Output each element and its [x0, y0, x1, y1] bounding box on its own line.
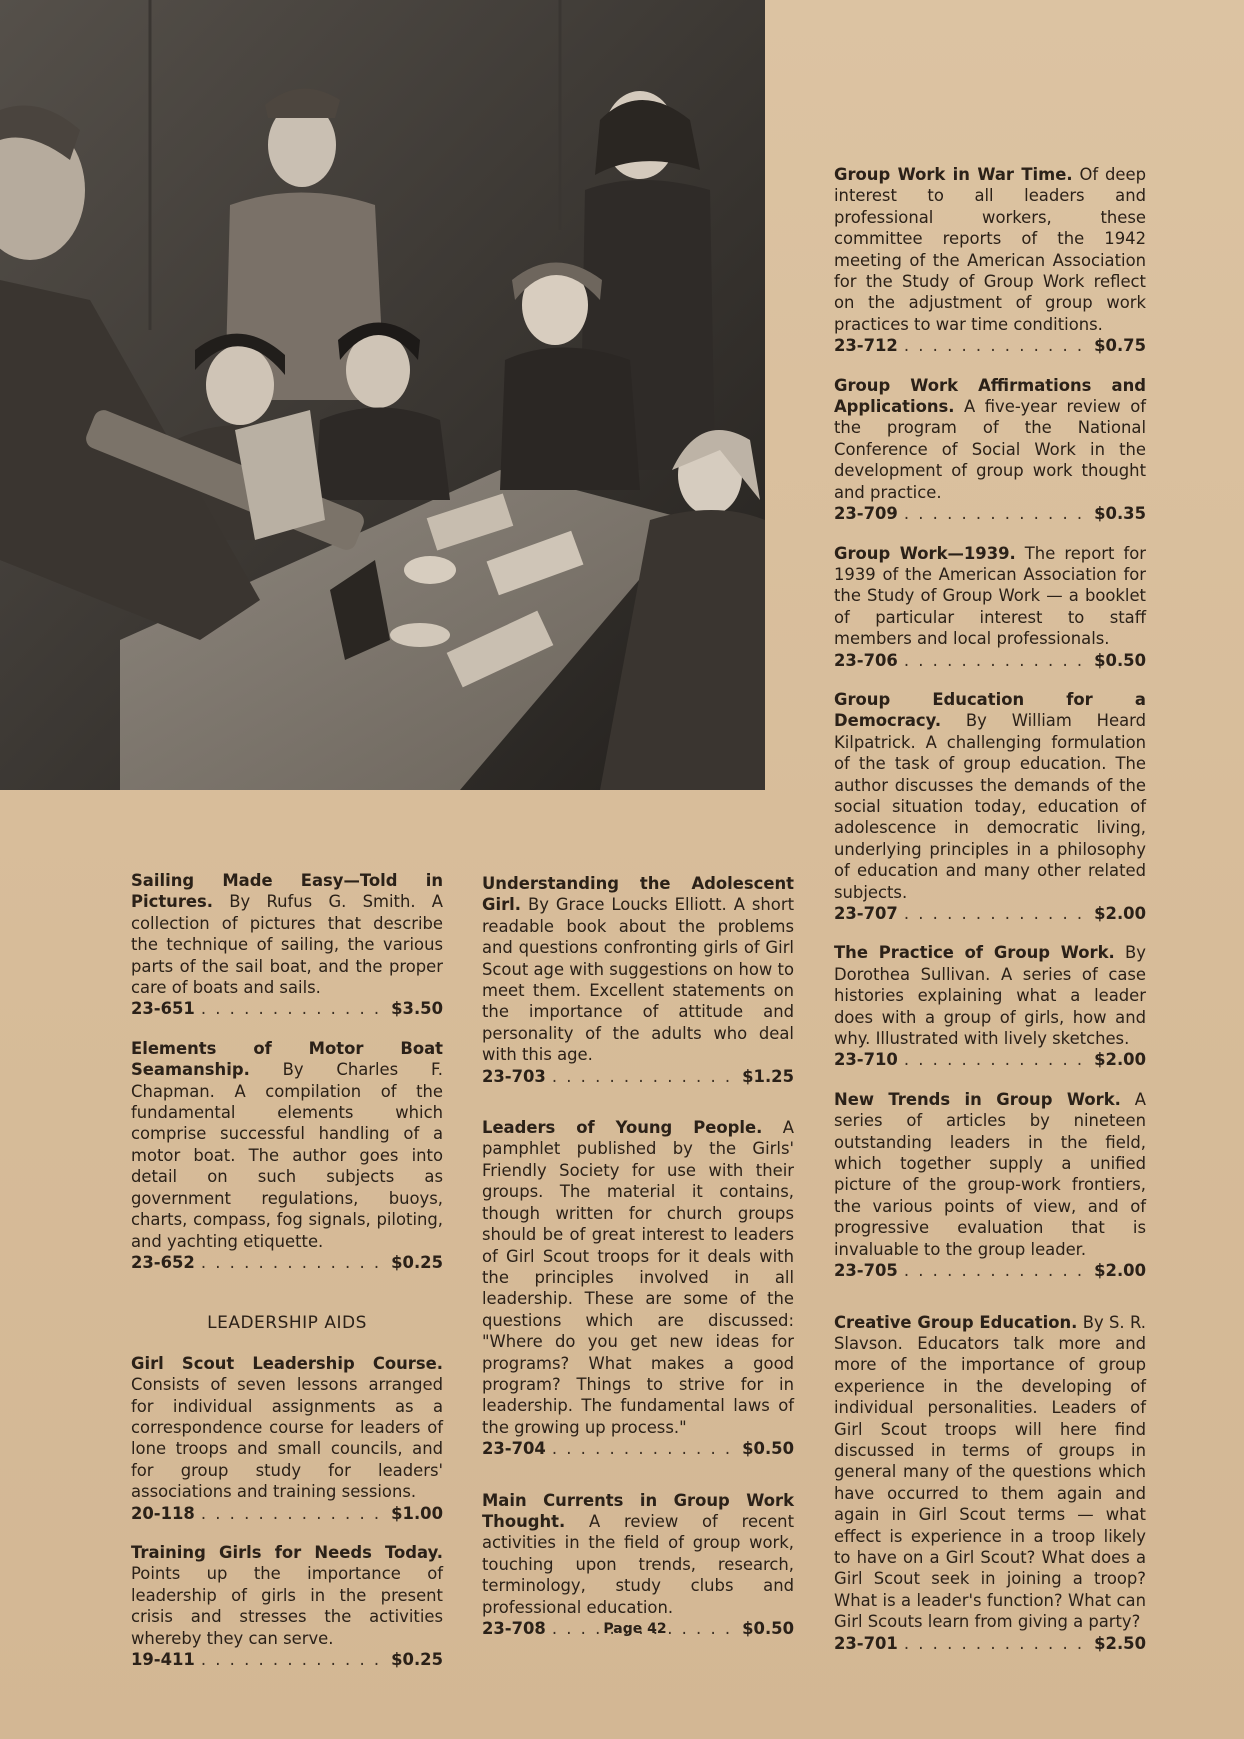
price-line — [482, 1438, 794, 1459]
catalog-entry — [834, 164, 1146, 357]
column-right — [834, 164, 1146, 1672]
entry-description: Consists of seven lessons arranged for individual assignments as a correspondence course for leaders of lone troops and small councils, and for group study for leaders' associations and training sessions. — [131, 1375, 443, 1502]
catalog-entry — [482, 873, 794, 1087]
entry-title: Girl Scout Leadership Course. — [131, 1353, 443, 1373]
entry-title: Leaders of Young People. — [482, 1118, 763, 1138]
leader-dots — [552, 1438, 736, 1459]
leader-dots — [201, 1252, 385, 1273]
price: $0.50 — [1094, 650, 1146, 670]
catalog-entry — [131, 870, 443, 1020]
entry-title: Understanding the Adolescent Girl. — [482, 874, 794, 915]
price: $3.50 — [391, 999, 443, 1019]
entry-title: Main Currents in Group Work Thought. — [482, 1490, 794, 1531]
group-photo — [0, 0, 765, 790]
order-code: 23-705 — [834, 1261, 898, 1281]
entry-description: A pamphlet published by the Girls' Friendly Society for use with their groups. The material it contains, though written for church groups should be of great interest to leaders of Girl Scout troops for it deals with the principles involved in all leadership. These are some of the questions which are discussed: "Where do you get new ideas for programs? What makes a good program? Things to strive for in leadership. The fundamental laws of the growing up process." — [482, 1118, 794, 1437]
column-left — [131, 870, 443, 1688]
column-middle — [482, 873, 794, 1657]
price-line — [834, 335, 1146, 356]
entry-description: By S. R. Slavson. Educators talk more and more of the importance of group experience in the developing of individual personalities. Leaders of Girl Scout troops will here find discussed in terms of groups in general many of the questions which have occurred to them again and again in Girl Scout terms — what effect is experience in a troop likely to have on a Girl Scout? What does a Girl Scout seek in joining a troop? What is a leader's function? What can Girl Scouts learn from giving a party? — [834, 1312, 1146, 1632]
price: $0.75 — [1094, 336, 1146, 356]
price-line — [131, 1252, 443, 1273]
catalog-entry — [834, 543, 1146, 671]
entry-title: Creative Group Education. — [834, 1312, 1078, 1332]
order-code: 23-708 — [482, 1619, 546, 1638]
catalog-entry — [834, 375, 1146, 525]
leader-dots — [904, 1260, 1088, 1281]
order-code: 20-118 — [131, 1503, 195, 1523]
entry-description: By Charles F. Chapman. A compilation of the fundamental elements which comprise successful handling of a motor boat. The author goes into detail on such subjects as government regulations, buoys, charts, compass, fog signals, piloting, and yachting etiquette. — [131, 1060, 443, 1251]
entry-description: By Grace Loucks Elliott. A short readable book about the problems and questions confronting girls of Girl Scout age with suggestions on how to meet them. Excellent statements on the importance of attitude and personality of the adults who deal with this age. — [482, 895, 794, 1065]
entry-description: By Dorothea Sullivan. A series of case histories explaining what a leader does with a group of girls, how and why. Illustrated with lively sketches. — [834, 943, 1147, 1049]
entry-title: Sailing Made Easy—Told in Pictures. — [131, 871, 443, 912]
price-line — [834, 1633, 1146, 1654]
price-line — [834, 1260, 1146, 1281]
leader-dots — [201, 1503, 385, 1524]
entry-description: By William Heard Kilpatrick. A challenging formulation of the task of group education. The author discusses the demands of the social situation today, education of adolescence in democratic living, underlying principles in a philosophy of education and many other related subjects. — [834, 711, 1146, 902]
price: $1.25 — [742, 1066, 794, 1086]
entry-description: A review of recent activities in the field of group work, touching upon trends, research, terminology, study clubs and professional education. — [482, 1511, 794, 1617]
price: $0.50 — [742, 1439, 794, 1459]
leader-dots — [904, 503, 1088, 524]
price: $2.00 — [1094, 1050, 1146, 1070]
photo-illustration — [0, 0, 765, 790]
order-code: 23-710 — [834, 1050, 898, 1070]
price-line — [482, 1066, 794, 1087]
price: $0.25 — [391, 1252, 443, 1272]
price-line — [834, 650, 1146, 671]
entry-title: New Trends in Group Work. — [834, 1089, 1121, 1109]
entry-description: Points up the importance of leadership of girls in the present crisis and stresses the activities whereby they can serve. — [131, 1564, 443, 1648]
catalog-entry — [834, 1312, 1146, 1655]
entry-description: The report for 1939 of the American Association for the Study of Group Work — a booklet of particular interest to staff members and local professionals. — [834, 543, 1146, 649]
leader-dots — [552, 1066, 736, 1087]
leader-dots — [201, 1649, 385, 1670]
price: $0.50 — [742, 1619, 794, 1638]
price-line — [834, 1049, 1146, 1070]
order-code: 23-703 — [482, 1066, 546, 1086]
entry-title: Training Girls for Needs Today. — [131, 1542, 443, 1562]
leader-dots — [904, 650, 1088, 671]
catalog-entry — [131, 1353, 443, 1524]
price-line — [131, 1649, 443, 1670]
order-code: 23-704 — [482, 1439, 546, 1459]
catalog-entry — [834, 942, 1146, 1070]
leader-dots — [201, 998, 385, 1019]
order-code: 19-411 — [131, 1650, 195, 1669]
entry-title: Group Education for a Democracy. — [834, 689, 1146, 731]
section-heading: LEADERSHIP AIDS — [207, 1313, 367, 1334]
catalog-entry — [834, 689, 1146, 924]
entry-title: Elements of Motor Boat Seamanship. — [131, 1038, 443, 1080]
catalog-entry — [131, 1038, 443, 1273]
price-line — [131, 998, 443, 1019]
page-number: Page 42 — [603, 1621, 667, 1637]
order-code: 23-701 — [834, 1633, 898, 1653]
price: $2.50 — [1094, 1633, 1146, 1653]
entry-title: Group Work Affirmations and Applications. — [834, 375, 1146, 417]
catalog-entry — [482, 1117, 794, 1460]
order-code: 23-712 — [834, 336, 898, 356]
price-line — [131, 1503, 443, 1524]
price: $0.25 — [391, 1650, 443, 1669]
order-code: 23-652 — [131, 1252, 195, 1272]
entry-description: A five-year review of the program of the National Conference of Social Work in the development of group work thought and practice. — [834, 397, 1146, 502]
price: $0.35 — [1094, 504, 1146, 524]
leader-dots — [904, 1049, 1088, 1070]
price: $2.00 — [1094, 904, 1146, 923]
order-code: 23-709 — [834, 504, 898, 524]
entry-title: Group Work in War Time. — [834, 165, 1073, 184]
entry-description: Of deep interest to all leaders and professional workers, these committee reports of the 1942 meeting of the American Association for the Study of Group Work reflect on the adjustment of group work practices to war time conditions. — [834, 165, 1146, 334]
price-line — [834, 903, 1146, 924]
catalog-entry — [834, 1089, 1146, 1282]
price: $2.00 — [1094, 1261, 1146, 1281]
entry-description: A series of articles by nineteen outstanding leaders in the field, which together supply a unified picture of the group-work frontiers, the various points of view, and of progressive evaluation that is invaluable to the group leader. — [834, 1089, 1146, 1259]
price: $1.00 — [391, 1503, 443, 1523]
entry-description: By Rufus G. Smith. A collection of pictures that describe the technique of sailing, the various parts of the sail boat, and the proper care of boats and sails. — [131, 892, 443, 998]
order-code: 23-707 — [834, 904, 898, 923]
entry-title: The Practice of Group Work. — [834, 943, 1115, 963]
entry-title: Group Work—1939. — [834, 543, 1016, 563]
price-line — [834, 503, 1146, 524]
catalog-entry — [131, 1542, 443, 1670]
catalog-entry — [482, 1490, 794, 1640]
leader-dots — [904, 1633, 1088, 1654]
leader-dots — [904, 335, 1088, 356]
order-code: 23-651 — [131, 999, 195, 1019]
order-code: 23-706 — [834, 650, 898, 670]
leader-dots — [904, 903, 1088, 924]
